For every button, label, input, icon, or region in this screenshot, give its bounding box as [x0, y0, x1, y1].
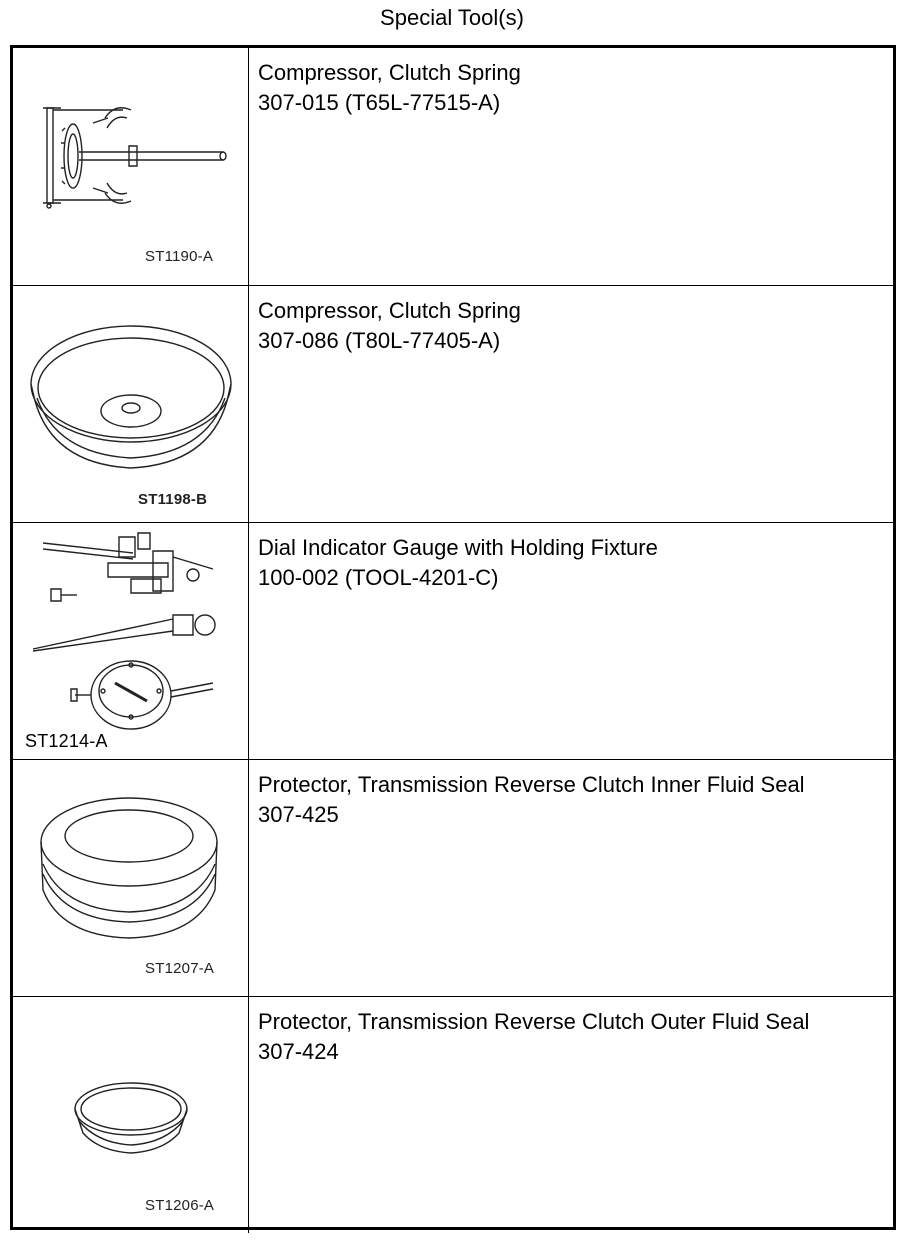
tool-name: Dial Indicator Gauge with Holding Fixture: [258, 535, 658, 560]
tool-description: [258, 58, 888, 118]
table-row: [13, 996, 893, 1233]
tool-description: [258, 1007, 888, 1067]
tool-number: 307-086 (T80L-77405-A): [258, 328, 501, 353]
image-code-label: ST1198-B: [138, 491, 208, 508]
table-row: [13, 48, 893, 285]
tool-number: 307-424: [258, 1039, 339, 1064]
tool-image-cell: [13, 523, 249, 759]
dial-indicator-illustration: [13, 523, 249, 760]
tool-description: [258, 533, 888, 593]
tool-image-cell: [13, 760, 249, 996]
tool-number: 307-425: [258, 802, 339, 827]
table-row: [13, 285, 893, 522]
tool-name: Protector, Transmission Reverse Clutch Outer Fluid Seal: [258, 1009, 810, 1034]
tool-image-cell: [13, 48, 249, 285]
tool-description: [258, 296, 888, 356]
special-tools-table: [10, 45, 896, 1230]
page-title: Special Tool(s): [380, 5, 524, 30]
tool-name: Protector, Transmission Reverse Clutch Inner Fluid Seal: [258, 772, 805, 797]
image-code-label: ST1214-A: [25, 731, 108, 751]
clutch-spring-compressor-illustration: [13, 48, 249, 285]
image-code-label: ST1206-A: [145, 1197, 215, 1214]
compressor-dish-illustration: [13, 286, 249, 523]
tool-name: Compressor, Clutch Spring: [258, 60, 521, 85]
tool-image-cell: [13, 997, 249, 1233]
tool-name: Compressor, Clutch Spring: [258, 298, 521, 323]
tool-description: [258, 770, 888, 830]
table-row: [13, 522, 893, 759]
tool-number: 100-002 (TOOL-4201-C): [258, 565, 499, 590]
tool-image-cell: [13, 286, 249, 522]
image-code-label: ST1190-A: [145, 248, 214, 265]
tool-number: 307-015 (T65L-77515-A): [258, 90, 501, 115]
table-row: [13, 759, 893, 996]
image-code-label: ST1207-A: [145, 960, 215, 977]
